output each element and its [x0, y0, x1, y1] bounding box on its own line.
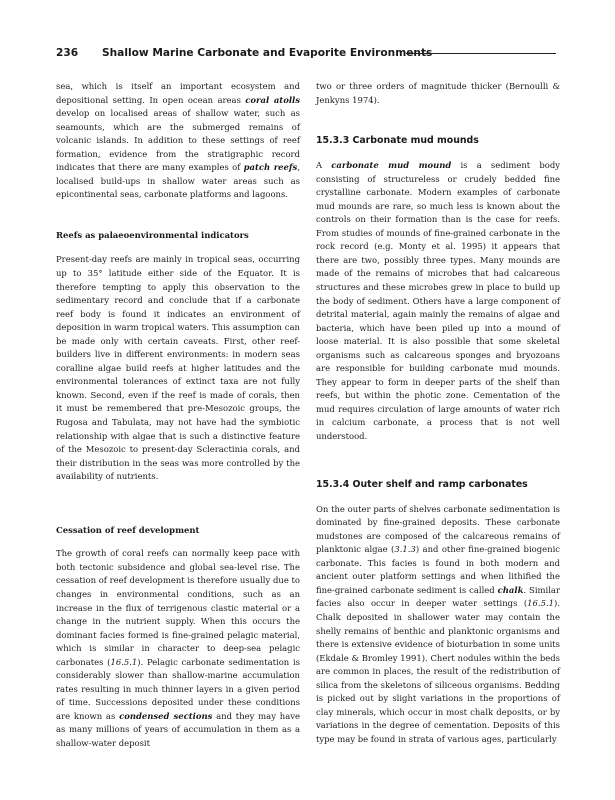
- paragraph-reefs-indicators: Present-day reefs are mainly in tropical seas, occurring up to 35° latitude either side of the Equator. It is therefore tempting to apply this observation to the sedimentary record and conclude that if a carbonate reef body is found it indicates an environment of deposition in warm tropical waters. This assumption can be made only with certain caveats. First, other reef-builders live in different environments: in modern seas coralline algae build reefs at higher latitudes and the environmental tolerances of extinct taxa are not fully known. Second, even if the reef is made of corals, then it must be remembered that pre-Mesozoic groups, the Rugosa and Tabulata, may not have had the symbiotic relationship with algae that is such a distinctive feature of the Mesozoic to present-day Scleractinia corals, and their distribution in the seas was more controlled by the availability of nutrients.: [56, 254, 300, 482]
- running-title: Shallow Marine Carbonate and Evaporite Environments: [102, 47, 433, 59]
- paragraph-cessation: The growth of coral reefs can normally keep pace with both tectonic subsidence and global sea-level rise. The cessation of reef development is therefore usually due to changes in environmental conditions, such as an increase in the flux of terrigenous clastic material or a change in the nutrient supply. When this occurs the dominant facies formed is fine-grained pelagic material, which is similar in character to deep-sea pelagic carbonates (16.5.1). Pelagic carbonate sedimentation is considerably slower than shallow-marine accumulation rates resulting in much thinner layers in a given period of time. Successions deposited under these conditions are known as condensed sections and they may have as many millions of years of accumulation in them as a shallow-water deposit: [56, 548, 300, 748]
- term-condensed-sections: condensed sections: [119, 710, 213, 721]
- section-reference: 16.5.1: [527, 598, 555, 609]
- term-chalk: chalk: [497, 584, 524, 595]
- paragraph-mud-mounds: A carbonate mud mound is a sediment body consisting of structureless or crudely bedded fine crystalline carbonate. Modern examples of carbonate mud mounds are rare, so much less is known about the controls on their formation than is the case for reefs. From studies of mounds of fine-grained carbonate in the rock record (e.g. Monty et al. 1995) it appears that there are two, possibly three types. Many mounds are made of the remains of microbes that had calcareous structures and these microbes grew in place to build up the body of sediment. Others have a large component of detrital material, again mainly the remains of algae and bacteria, which have been piled up into a mound of loose material. It is also possible that some skeletal organisms such as calcareous sponges and bryozoans are responsible for building carbonate mud mounds. They appear to form in deeper parts of the shelf than reefs, but within the photic zone. Cementation of the mud requires circulation of large amounts of water rich in calcium carbonate, a process that is not well understood.: [316, 160, 560, 442]
- paragraph-reef-settings: sea, which is itself an important ecosystem and depositional setting. In open ocean areas coral atolls develop on localised areas of shallow water, such as seamounts, which are the submerged remains of volcanic islands. In addition to these settings of reef formation, evidence from the stratigraphic record indicates that there are many examples of patch reefs, localised build-ups in shallow water areas such as epicontinental seas, carbonate platforms and lagoons.: [56, 81, 300, 200]
- section-reference: 16.5.1: [110, 656, 138, 667]
- paragraph-outer-shelf: On the outer parts of shelves carbonate sedimentation is dominated by fine-grained deposits. These carbonate mudstones are composed of the calcareous remains of planktonic algae (3.1.3) and other fine-grained biogenic carbonate. This facies is found in both modern and ancient outer platform settings and when lithified the fine-grained carbonate sediment is called chalk. Similar facies also occur in deeper water settings (16.5.1). Chalk deposited in shallower water may contain the shelly remains of benthic and planktonic organisms and there is extensive evidence of bioturbation in some units (Ekdale & Bromley 1991). Chert nodules within the beds are common in places, the result of the redistribution of silica from the skeletons of siliceous organisms. Bedding is picked out by slight variations in the proportions of clay minerals, which occur in most chalk deposits, or by variations in the degree of cementation. Deposits of this type may be found in strata of various ages, particularly: [316, 503, 560, 744]
- heading-reefs-palaeoenvironmental: Reefs as palaeoenvironmental indicators: [56, 229, 249, 240]
- paragraph-continuation: two or three orders of magnitude thicker (Bernoulli & Jenkyns 1974).: [316, 81, 560, 105]
- heading-carbonate-mud-mounds: 15.3.3 Carbonate mud mounds: [316, 135, 479, 147]
- term-carbonate-mud-mound: carbonate mud mound: [331, 160, 452, 171]
- term-coral-atolls: coral atolls: [245, 94, 300, 105]
- term-patch-reefs: patch reefs: [243, 162, 298, 173]
- section-reference: 3.1.3: [394, 544, 416, 555]
- running-header: [56, 46, 556, 60]
- page-number: 236: [56, 47, 79, 59]
- heading-cessation-reef: Cessation of reef development: [56, 524, 200, 535]
- header-rule: [406, 53, 556, 54]
- right-column: [316, 80, 560, 746]
- left-column: [56, 80, 300, 751]
- heading-outer-shelf-ramp: 15.3.4 Outer shelf and ramp carbonates: [316, 478, 528, 490]
